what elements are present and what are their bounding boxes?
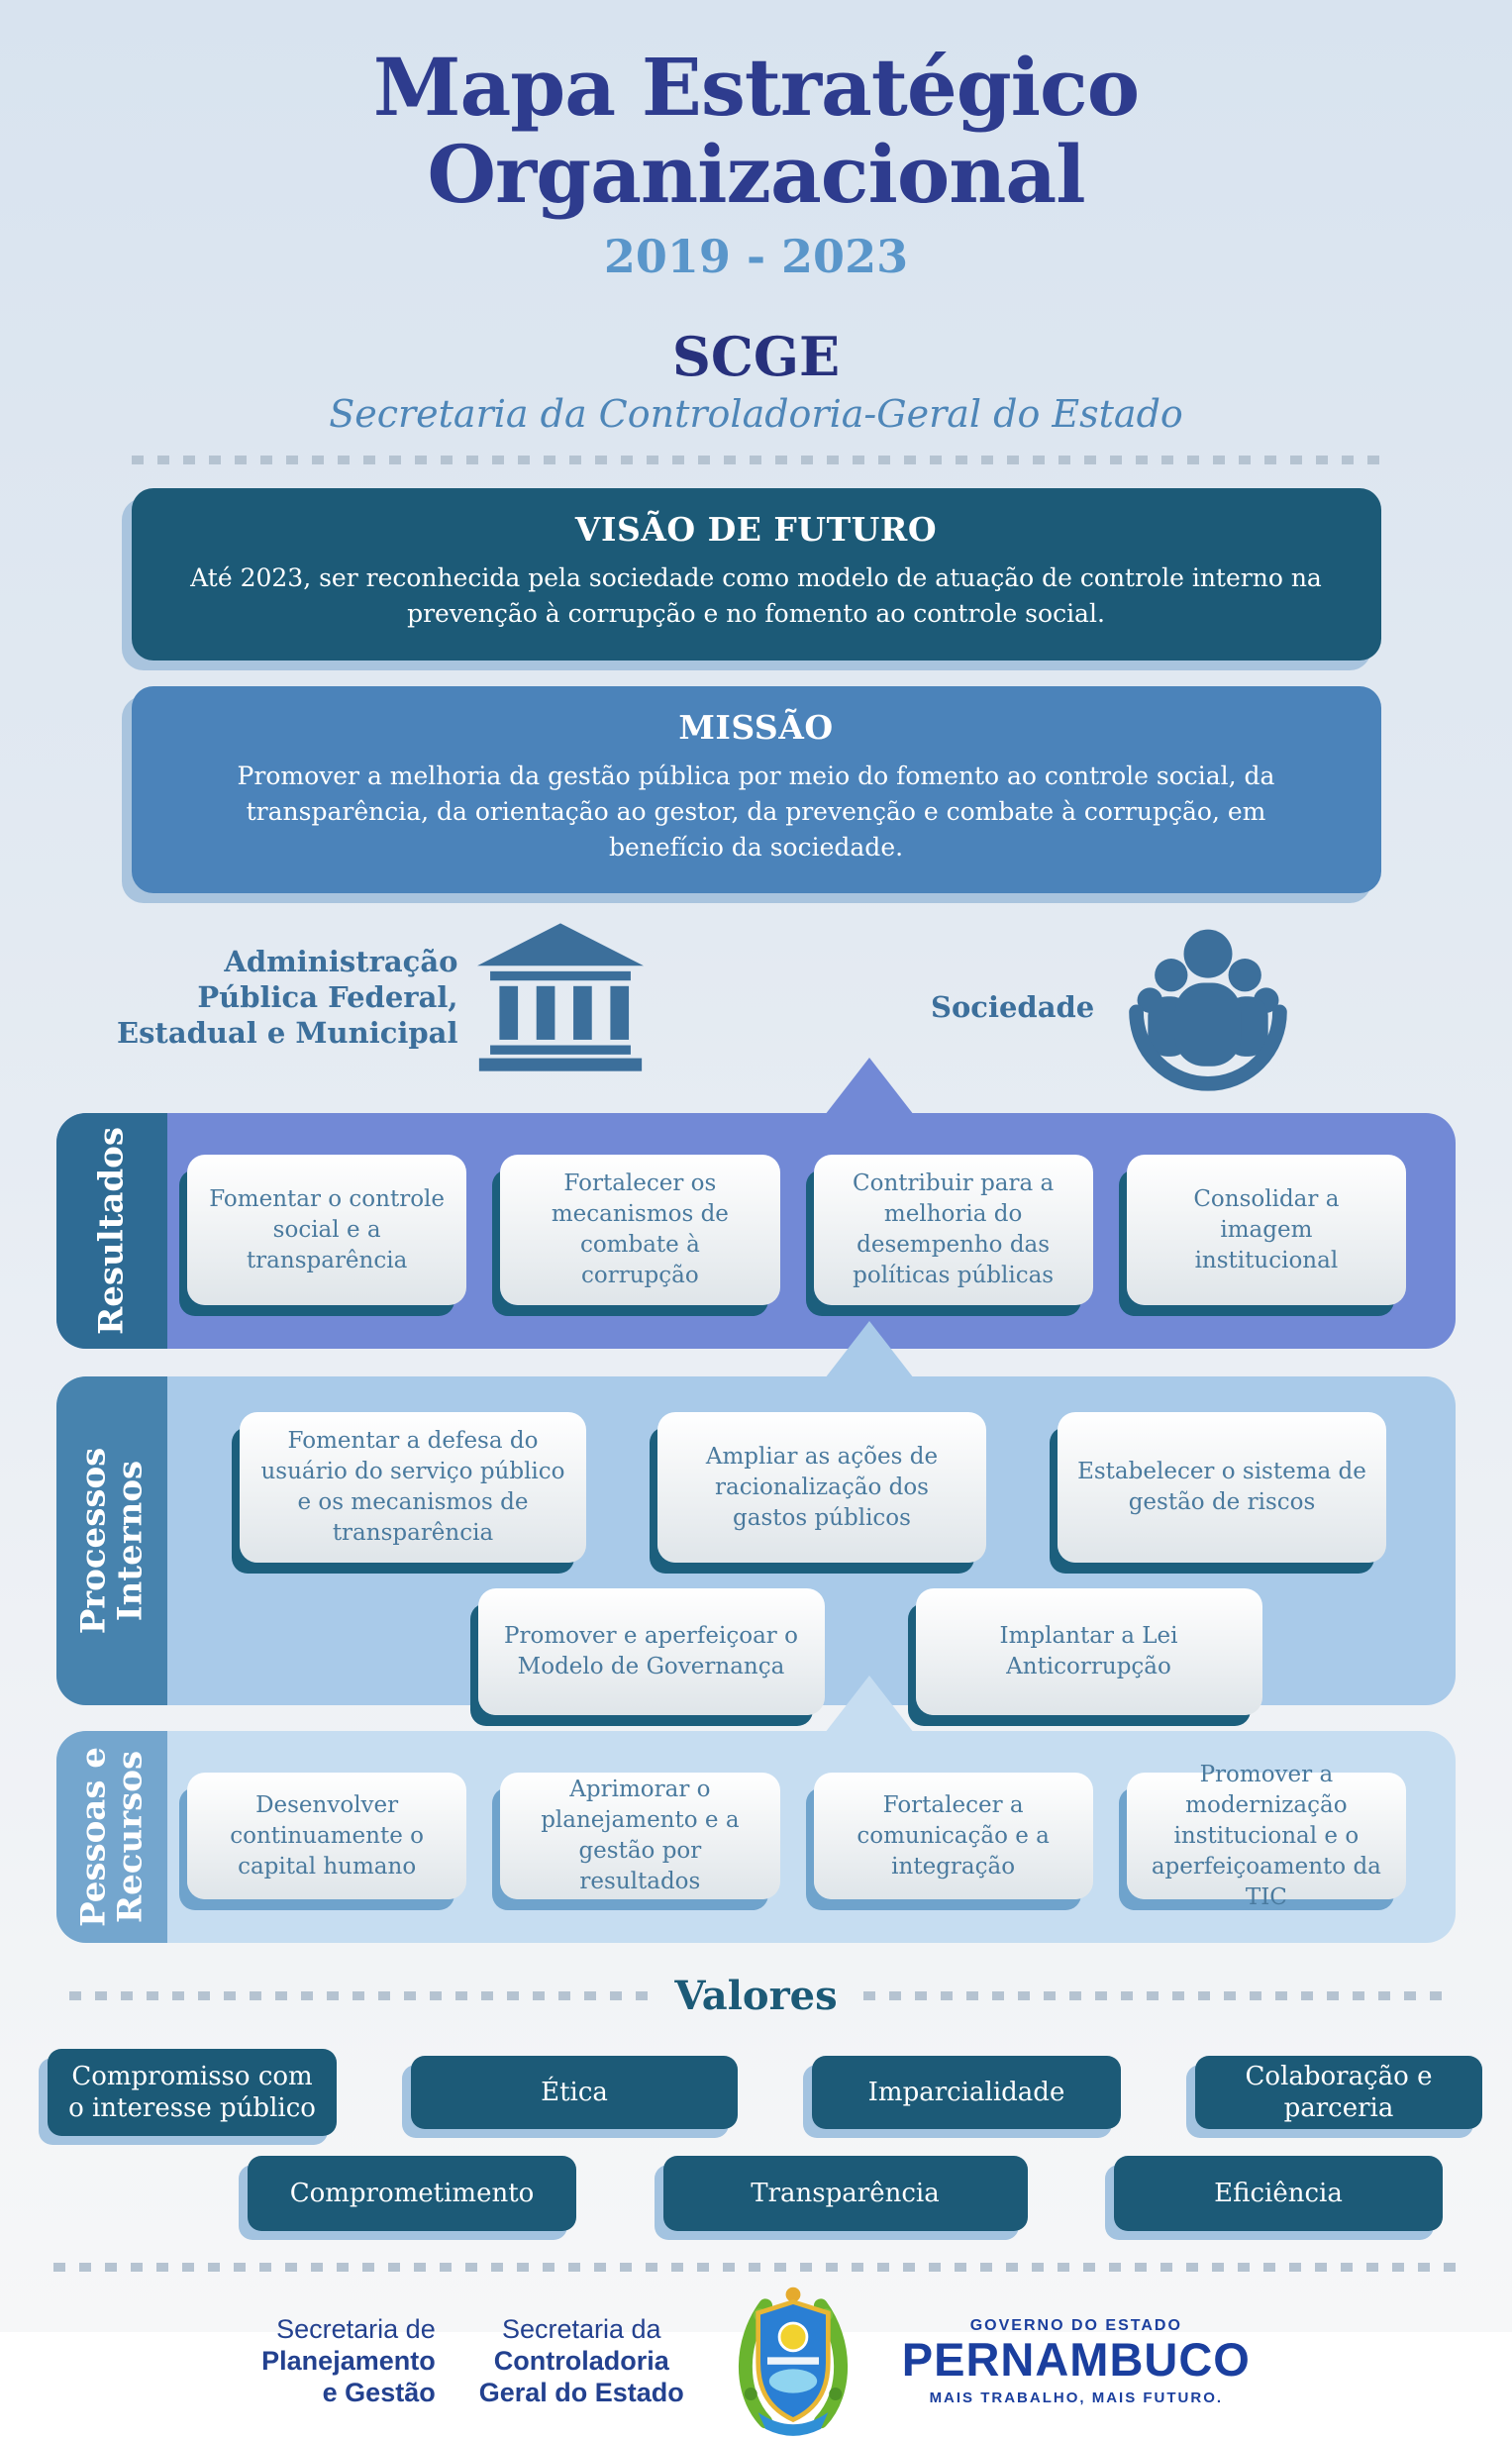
values-row2 (248, 2156, 1443, 2231)
band-resultados-label: Resultados (91, 1127, 132, 1336)
objective-card: Ampliar as ações de racionalização dos gastos públicos (657, 1412, 986, 1563)
value-box: Imparcialidade (812, 2056, 1121, 2129)
pessoas-cards (187, 1761, 1406, 1910)
secretaria-planejamento-logo (261, 2314, 436, 2409)
objective-card: Desenvolver continuamente o capital humano (187, 1773, 466, 1899)
values-title: Valores (674, 1973, 838, 2020)
gov-name: PERNAMBUCO (901, 2333, 1251, 2387)
stakeholder-public-administration (117, 923, 644, 1071)
objective-card: Fomentar o controle social e a transparência (187, 1155, 466, 1305)
dashed-divider (863, 1991, 1443, 2000)
logo-text-line: e Gestão (322, 2378, 436, 2408)
band-pessoas-tab (56, 1731, 167, 1943)
objective-card: Promover a modernização institucional e o aperfeiçoamento da TIC (1127, 1773, 1406, 1899)
society-people-icon (1120, 915, 1296, 1099)
objective-card: Implantar a Lei Anticorrupção (916, 1588, 1262, 1715)
vision-text: Até 2023, ser reconhecida pela sociedade como modelo de atuação de controle interno na prevenção à corrupção e no fomento ao controle social. (190, 563, 1322, 629)
band-pessoas-label: Pessoas e Recursos (73, 1747, 150, 1928)
logo-text-line: Secretaria de (276, 2314, 436, 2345)
label-line: Pública Federal, (197, 980, 458, 1015)
government-building-icon (477, 923, 644, 1071)
values-header (69, 1973, 1443, 2019)
objective-card: Contribuir para a melhoria do desempenho das políticas públicas (814, 1155, 1093, 1305)
logo-text-line: Planejamento (261, 2346, 436, 2377)
page-title (0, 0, 1512, 221)
band-processos-label: Processos Internos (73, 1447, 150, 1635)
resultados-cards (187, 1155, 1406, 1305)
objective-card: Promover e aperfeiçoar o Modelo de Governança (478, 1588, 825, 1715)
society-label: Sociedade (931, 990, 1095, 1025)
logo-text-line: Geral do Estado (478, 2378, 684, 2408)
label-line: Estadual e Municipal (117, 1016, 458, 1051)
vision-box (132, 488, 1381, 661)
stakeholder-society (931, 915, 1296, 1099)
pernambuco-government-logo (902, 2317, 1251, 2406)
objective-card: Consolidar a imagem institucional (1127, 1155, 1406, 1305)
logo-text-line: Secretaria da (501, 2314, 661, 2345)
org-acronym: SCGE (671, 325, 841, 388)
page-title-line1: Mapa Estratégico (372, 41, 1140, 134)
gov-slogan: MAIS TRABALHO, MAIS FUTURO. (929, 2389, 1224, 2407)
dashed-divider (69, 1991, 649, 2000)
period-label: 2019 - 2023 (603, 230, 909, 283)
value-box: Transparência (663, 2156, 1028, 2231)
band-processos-internos (56, 1376, 1456, 1705)
label-line: Administração (224, 944, 458, 978)
value-box: Eficiência (1114, 2156, 1443, 2231)
pernambuco-coat-of-arms (728, 2284, 858, 2440)
objective-card: Aprimorar o planejamento e a gestão por resultados (500, 1773, 779, 1899)
value-box: Colaboração e parceria (1195, 2056, 1482, 2129)
objective-card: Fortalecer os mecanismos de combate à corrupção (500, 1155, 779, 1305)
value-box: Ética (411, 2056, 738, 2129)
stakeholders-row (0, 915, 1512, 1095)
objective-card: Estabelecer o sistema de gestão de riscos (1058, 1412, 1386, 1563)
org-name: Secretaria da Controladoria-Geral do Estado (329, 392, 1183, 436)
secretaria-controladoria-logo (479, 2314, 684, 2409)
gov-estado-label: GOVERNO DO ESTADO (969, 2317, 1182, 2335)
value-box: Compromisso com o interesse público (48, 2049, 337, 2136)
vision-title: VISÃO DE FUTURO (574, 510, 938, 549)
band-pessoas-recursos (56, 1731, 1456, 1943)
processos-cards-row1 (240, 1412, 1386, 1563)
public-administration-label (117, 944, 457, 1052)
value-box: Comprometimento (248, 2156, 576, 2231)
mission-box (132, 686, 1381, 894)
values-row1 (48, 2049, 1482, 2136)
page-title-line2: Organizacional (427, 128, 1085, 221)
objective-card: Fomentar a defesa do usuário do serviço público e os mecanismos de transparência (240, 1412, 586, 1563)
dashed-divider (53, 2263, 1460, 2272)
dashed-divider (132, 456, 1381, 464)
mission-title: MISSÃO (678, 707, 834, 747)
band-resultados-tab (56, 1113, 167, 1349)
band-resultados (56, 1113, 1456, 1349)
logo-text-line: Controladoria (493, 2346, 669, 2377)
band-processos-tab (56, 1376, 167, 1705)
objective-card: Fortalecer a comunicação e a integração (814, 1773, 1093, 1899)
mission-text: Promover a melhoria da gestão pública por meio do fomento ao controle social, da transparência, da orientação ao gestor, da prevenção e combate à corrupção, em benefício da sociedade. (237, 761, 1275, 862)
footer (0, 2284, 1512, 2440)
